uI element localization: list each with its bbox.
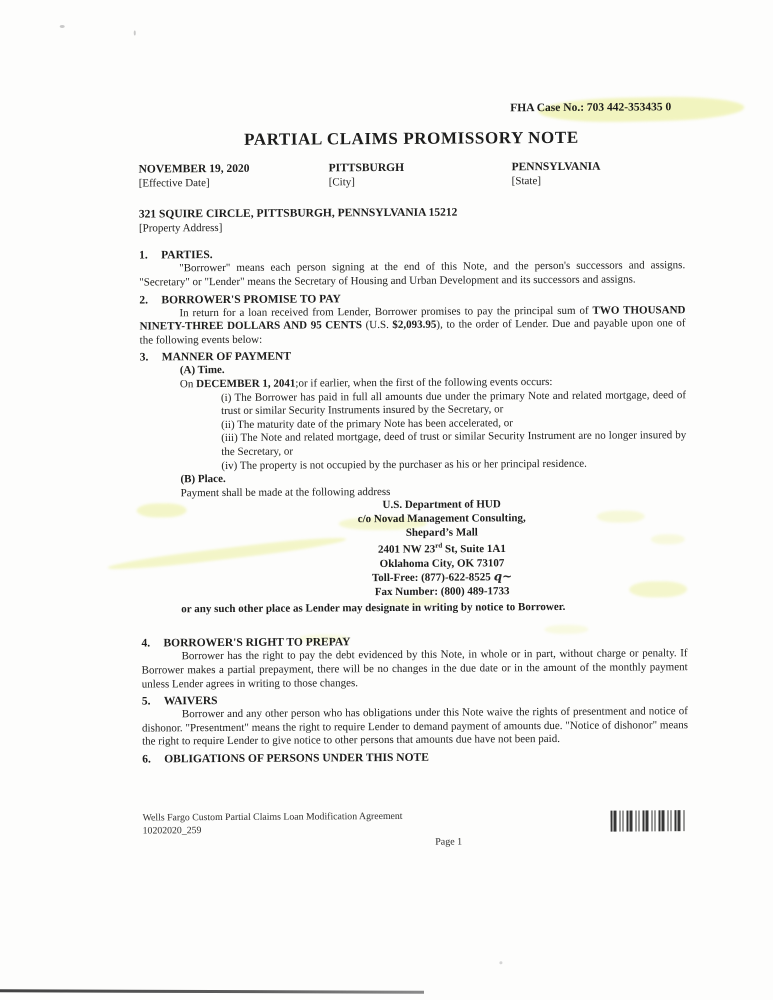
state-value: PENNSYLVANIA [511,160,601,174]
section-number: 5. [141,695,151,708]
payment-address-block [141,497,688,601]
document-reference-line1: Wells Fargo Custom Partial Claims Loan Modification Agreement [142,810,403,824]
section-number: 2. [139,294,149,307]
address-line: Fax Number: (800) 489-1733 [374,585,510,599]
document-reference-line2: 10202020_259 [142,824,202,837]
effective-date-label: [Effective Date] [138,176,210,190]
designate-line: or any such other place as Lender may designate in writing by notice to Borrower. [181,600,566,616]
scan-speck [60,25,65,28]
section-title: BORROWER'S PROMISE TO PAY [161,292,341,306]
property-address-value: 321 SQUIRE CIRCLE, PITTSBURGH, PENNSYLVANIA 15212 [138,206,458,221]
state-field [512,160,685,188]
address-line: c/o Novad Management Consulting, [357,512,526,526]
address-line: Toll-Free: (877)-622-8525 q~ [371,569,513,585]
scan-speck [134,31,136,36]
event-item: (iv) The property is not occupied by the purchaser as his or her principal residence. [221,457,587,472]
section-number: 1. [139,249,148,262]
header-fields [139,160,685,191]
page-number: Page 1 [435,836,463,848]
section-number: 4. [141,637,151,650]
paragraph-parties: "Borrower" means each person signing at the end of this Note, and the person's successors and assigns. "Secretary" or "Lender" means the Secretary of Housing and Urban Development and its successors and assigns. [139,259,686,289]
ordinal-superscript: rd [435,542,443,551]
city-field [329,161,512,189]
document-reference [143,810,475,838]
event-item: (i) The Borrower has paid in full all amounts due under the primary Note and related mortgage, deed of trust or similar Security Instruments insured by the Secretary, or [220,388,687,418]
section-title: OBLIGATIONS OF PERSONS UNDER THIS NOTE [164,751,429,766]
paragraph-prepay: Borrower has the right to pay the debt evidenced by this Note, in whole or in part, without charge or penalty. If Borrower makes a partial prepayment, there will be no changes in the due date or in the amount of the monthly payment unless Lender agrees in writing to those changes. [141,647,688,691]
paragraph-waivers: Borrower and any other person who has obligations under this Note waive the rights of presentment and notice of dishonor. "Presentment" means the right to require Lender to demand payment of amounts due. "Notice of dishonor" means the right to require Lender to give notice to other persons that amounts due have not been paid. [141,705,689,748]
address-line: Oklahoma City, OK 73107 [379,557,505,570]
handwritten-mark: q~ [493,569,513,584]
scan-speck [499,961,502,964]
place-intro: Payment shall be made at the following address [180,485,391,499]
fha-case-number: FHA Case No.: 703 442-353435 0 [510,101,672,115]
state-label: [State] [511,174,542,187]
section-number: 3. [139,351,149,364]
address-line: 2401 NW 23rd St, Suite 1A1 [377,542,506,557]
time-intro: On DECEMBER 1, 2041;or if earlier, when the first of the following events occurs: [179,375,553,391]
barcode-icon [611,810,685,831]
event-item: (iii) The Note and related mortgage, deed of trust or similar Security Instrument are no longer insured by the Secretary, or [221,429,687,458]
effective-date-value: NOVEMBER 19, 2020 [138,162,250,176]
event-item: (ii) The maturity date of the primary Note has been accelerated, or [221,416,513,431]
address-line: Shepard’s Mall [405,526,478,539]
document-title: PARTIAL CLAIMS PROMISSORY NOTE [244,127,579,149]
section-title: WAIVERS [163,695,218,708]
section-title: MANNER OF PAYMENT [161,350,292,364]
city-value: PITTSBURGH [328,161,405,175]
time-subheading: (A) Time. [179,364,225,377]
place-subheading: (B) Place. [180,473,226,486]
property-address-label: [Property Address] [138,221,223,235]
section-heading-obligations [142,749,688,766]
section-title: BORROWER'S RIGHT TO PREPAY [163,636,351,650]
effective-date-field [139,162,329,190]
document-body [138,126,688,766]
section-number: 6. [142,753,151,766]
property-address-field [139,205,685,236]
address-line: U.S. Department of HUD [382,498,501,512]
paragraph-promise: In return for a loan received from Lender, Borrower promises to pay the principal sum of TWO THOUSAND NINETY-THREE DOLLARS AND 95 CENTS (U.S. $2,093.95), to the order of Lender. Due and payable upon one of the following events below: [139,303,686,347]
section-title: PARTIES. [161,249,213,262]
city-label: [City] [328,175,355,188]
